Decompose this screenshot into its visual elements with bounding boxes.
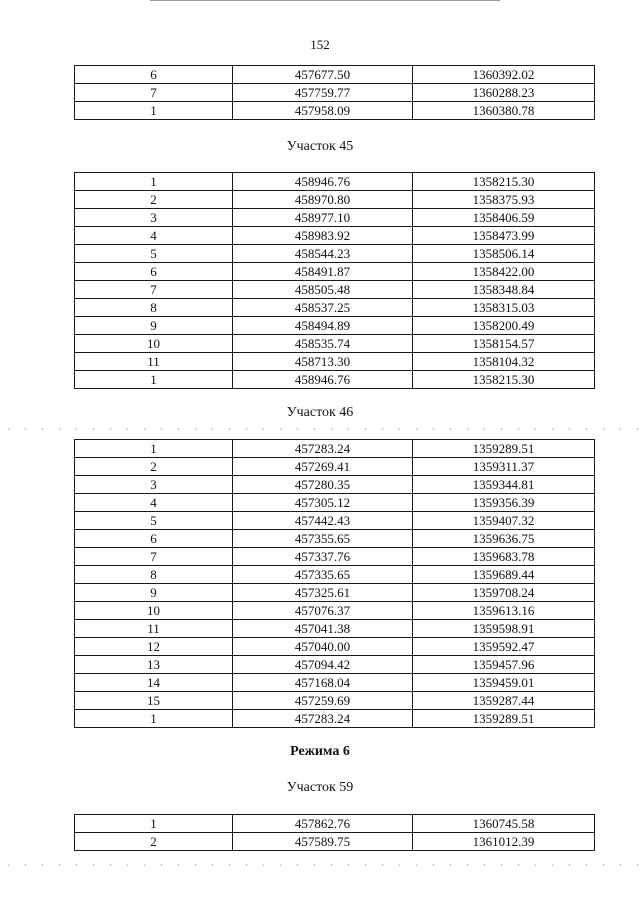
x-coordinate-cell: 458713.30 [233, 353, 413, 371]
point-number-cell: 13 [75, 656, 233, 674]
x-coordinate-cell: 457076.37 [233, 602, 413, 620]
table-row [75, 335, 595, 353]
y-coordinate-cell: 1359689.44 [413, 566, 595, 584]
point-number-cell: 4 [75, 494, 233, 512]
y-coordinate-cell: 1359592.47 [413, 638, 595, 656]
point-number-cell: 1 [75, 815, 233, 833]
point-number-cell: 8 [75, 299, 233, 317]
table-row [75, 317, 595, 335]
point-number-cell: 12 [75, 638, 233, 656]
y-coordinate-cell: 1359287.44 [413, 692, 595, 710]
y-coordinate-cell: 1359289.51 [413, 440, 595, 458]
y-coordinate-cell: 1358215.30 [413, 173, 595, 191]
x-coordinate-cell: 457589.75 [233, 833, 413, 851]
table-row [75, 440, 595, 458]
point-number-cell: 1 [75, 102, 233, 120]
y-coordinate-cell: 1358506.14 [413, 245, 595, 263]
x-coordinate-cell: 458946.76 [233, 173, 413, 191]
y-coordinate-cell: 1358104.32 [413, 353, 595, 371]
y-coordinate-cell: 1358375.93 [413, 191, 595, 209]
point-number-cell: 1 [75, 440, 233, 458]
scan-noise-line-bottom [0, 864, 640, 866]
table-row [75, 710, 595, 728]
point-number-cell: 9 [75, 317, 233, 335]
table-row [75, 566, 595, 584]
point-number-cell: 2 [75, 833, 233, 851]
y-coordinate-cell: 1358200.49 [413, 317, 595, 335]
table-row [75, 281, 595, 299]
x-coordinate-cell: 457305.12 [233, 494, 413, 512]
table-row [75, 173, 595, 191]
point-number-cell: 14 [75, 674, 233, 692]
x-coordinate-cell: 457958.09 [233, 102, 413, 120]
point-number-cell: 1 [75, 371, 233, 389]
x-coordinate-cell: 458537.25 [233, 299, 413, 317]
scan-noise-line [0, 428, 640, 430]
table-row [75, 530, 595, 548]
y-coordinate-cell: 1359407.32 [413, 512, 595, 530]
point-number-cell: 5 [75, 245, 233, 263]
y-coordinate-cell: 1360288.23 [413, 84, 595, 102]
point-number-cell: 11 [75, 620, 233, 638]
table-row [75, 263, 595, 281]
plot-59-title: Участок 59 [286, 780, 354, 795]
x-coordinate-cell: 457335.65 [233, 566, 413, 584]
table-row [75, 584, 595, 602]
x-coordinate-cell: 457862.76 [233, 815, 413, 833]
x-coordinate-cell: 457041.38 [233, 620, 413, 638]
x-coordinate-cell: 457337.76 [233, 548, 413, 566]
table-row [75, 209, 595, 227]
table-row [75, 353, 595, 371]
y-coordinate-cell: 1358348.84 [413, 281, 595, 299]
x-coordinate-cell: 458505.48 [233, 281, 413, 299]
x-coordinate-cell: 457355.65 [233, 530, 413, 548]
point-number-cell: 10 [75, 602, 233, 620]
x-coordinate-cell: 457269.41 [233, 458, 413, 476]
x-coordinate-cell: 457168.04 [233, 674, 413, 692]
table-row [75, 638, 595, 656]
table-row [75, 371, 595, 389]
page-number: 152 [310, 37, 330, 52]
y-coordinate-cell: 1359683.78 [413, 548, 595, 566]
y-coordinate-cell: 1359457.96 [413, 656, 595, 674]
x-coordinate-cell: 458491.87 [233, 263, 413, 281]
x-coordinate-cell: 457283.24 [233, 710, 413, 728]
table-row [75, 512, 595, 530]
x-coordinate-cell: 457677.50 [233, 66, 413, 84]
point-number-cell: 11 [75, 353, 233, 371]
y-coordinate-cell: 1361012.39 [413, 833, 595, 851]
table-row [75, 227, 595, 245]
x-coordinate-cell: 457280.35 [233, 476, 413, 494]
y-coordinate-cell: 1359356.39 [413, 494, 595, 512]
x-coordinate-cell: 457040.00 [233, 638, 413, 656]
y-coordinate-cell: 1359708.24 [413, 584, 595, 602]
x-coordinate-cell: 458983.92 [233, 227, 413, 245]
y-coordinate-cell: 1359311.37 [413, 458, 595, 476]
coordinates-table-plot-59 [74, 814, 595, 851]
x-coordinate-cell: 457759.77 [233, 84, 413, 102]
y-coordinate-cell: 1359613.16 [413, 602, 595, 620]
table-row [75, 191, 595, 209]
y-coordinate-cell: 1360392.02 [413, 66, 595, 84]
table-row [75, 494, 595, 512]
point-number-cell: 3 [75, 209, 233, 227]
table-row [75, 548, 595, 566]
point-number-cell: 7 [75, 281, 233, 299]
table-row [75, 602, 595, 620]
point-number-cell: 10 [75, 335, 233, 353]
point-number-cell: 6 [75, 263, 233, 281]
y-coordinate-cell: 1358315.03 [413, 299, 595, 317]
table-row [75, 692, 595, 710]
table-row [75, 476, 595, 494]
coordinates-table-plot-46 [74, 439, 595, 728]
y-coordinate-cell: 1359636.75 [413, 530, 595, 548]
y-coordinate-cell: 1358154.57 [413, 335, 595, 353]
x-coordinate-cell: 458946.76 [233, 371, 413, 389]
point-number-cell: 1 [75, 710, 233, 728]
x-coordinate-cell: 458494.89 [233, 317, 413, 335]
table-row [75, 458, 595, 476]
x-coordinate-cell: 457283.24 [233, 440, 413, 458]
y-coordinate-cell: 1358215.30 [413, 371, 595, 389]
table-row [75, 84, 595, 102]
table-row [75, 102, 595, 120]
top-scan-rule [150, 0, 500, 1]
point-number-cell: 5 [75, 512, 233, 530]
x-coordinate-cell: 458970.80 [233, 191, 413, 209]
y-coordinate-cell: 1360745.58 [413, 815, 595, 833]
y-coordinate-cell: 1359344.81 [413, 476, 595, 494]
y-coordinate-cell: 1358473.99 [413, 227, 595, 245]
plot-45-title: Участок 45 [286, 139, 354, 154]
point-number-cell: 2 [75, 191, 233, 209]
coordinates-table-plot-45 [74, 172, 595, 389]
x-coordinate-cell: 458535.74 [233, 335, 413, 353]
point-number-cell: 6 [75, 530, 233, 548]
x-coordinate-cell: 457325.61 [233, 584, 413, 602]
regime-6-title: Режима 6 [290, 744, 350, 759]
table-row [75, 245, 595, 263]
y-coordinate-cell: 1359598.91 [413, 620, 595, 638]
coordinates-table-continuation [74, 65, 595, 120]
y-coordinate-cell: 1358422.00 [413, 263, 595, 281]
table-row [75, 656, 595, 674]
point-number-cell: 4 [75, 227, 233, 245]
y-coordinate-cell: 1358406.59 [413, 209, 595, 227]
point-number-cell: 2 [75, 458, 233, 476]
point-number-cell: 9 [75, 584, 233, 602]
point-number-cell: 1 [75, 173, 233, 191]
y-coordinate-cell: 1360380.78 [413, 102, 595, 120]
point-number-cell: 8 [75, 566, 233, 584]
table-row [75, 299, 595, 317]
x-coordinate-cell: 457442.43 [233, 512, 413, 530]
y-coordinate-cell: 1359289.51 [413, 710, 595, 728]
x-coordinate-cell: 458544.23 [233, 245, 413, 263]
table-row [75, 674, 595, 692]
table-row [75, 66, 595, 84]
point-number-cell: 15 [75, 692, 233, 710]
x-coordinate-cell: 458977.10 [233, 209, 413, 227]
table-row [75, 815, 595, 833]
x-coordinate-cell: 457094.42 [233, 656, 413, 674]
point-number-cell: 3 [75, 476, 233, 494]
point-number-cell: 7 [75, 84, 233, 102]
y-coordinate-cell: 1359459.01 [413, 674, 595, 692]
table-row [75, 620, 595, 638]
plot-46-title: Участок 46 [286, 405, 354, 420]
table-row [75, 833, 595, 851]
point-number-cell: 6 [75, 66, 233, 84]
point-number-cell: 7 [75, 548, 233, 566]
x-coordinate-cell: 457259.69 [233, 692, 413, 710]
